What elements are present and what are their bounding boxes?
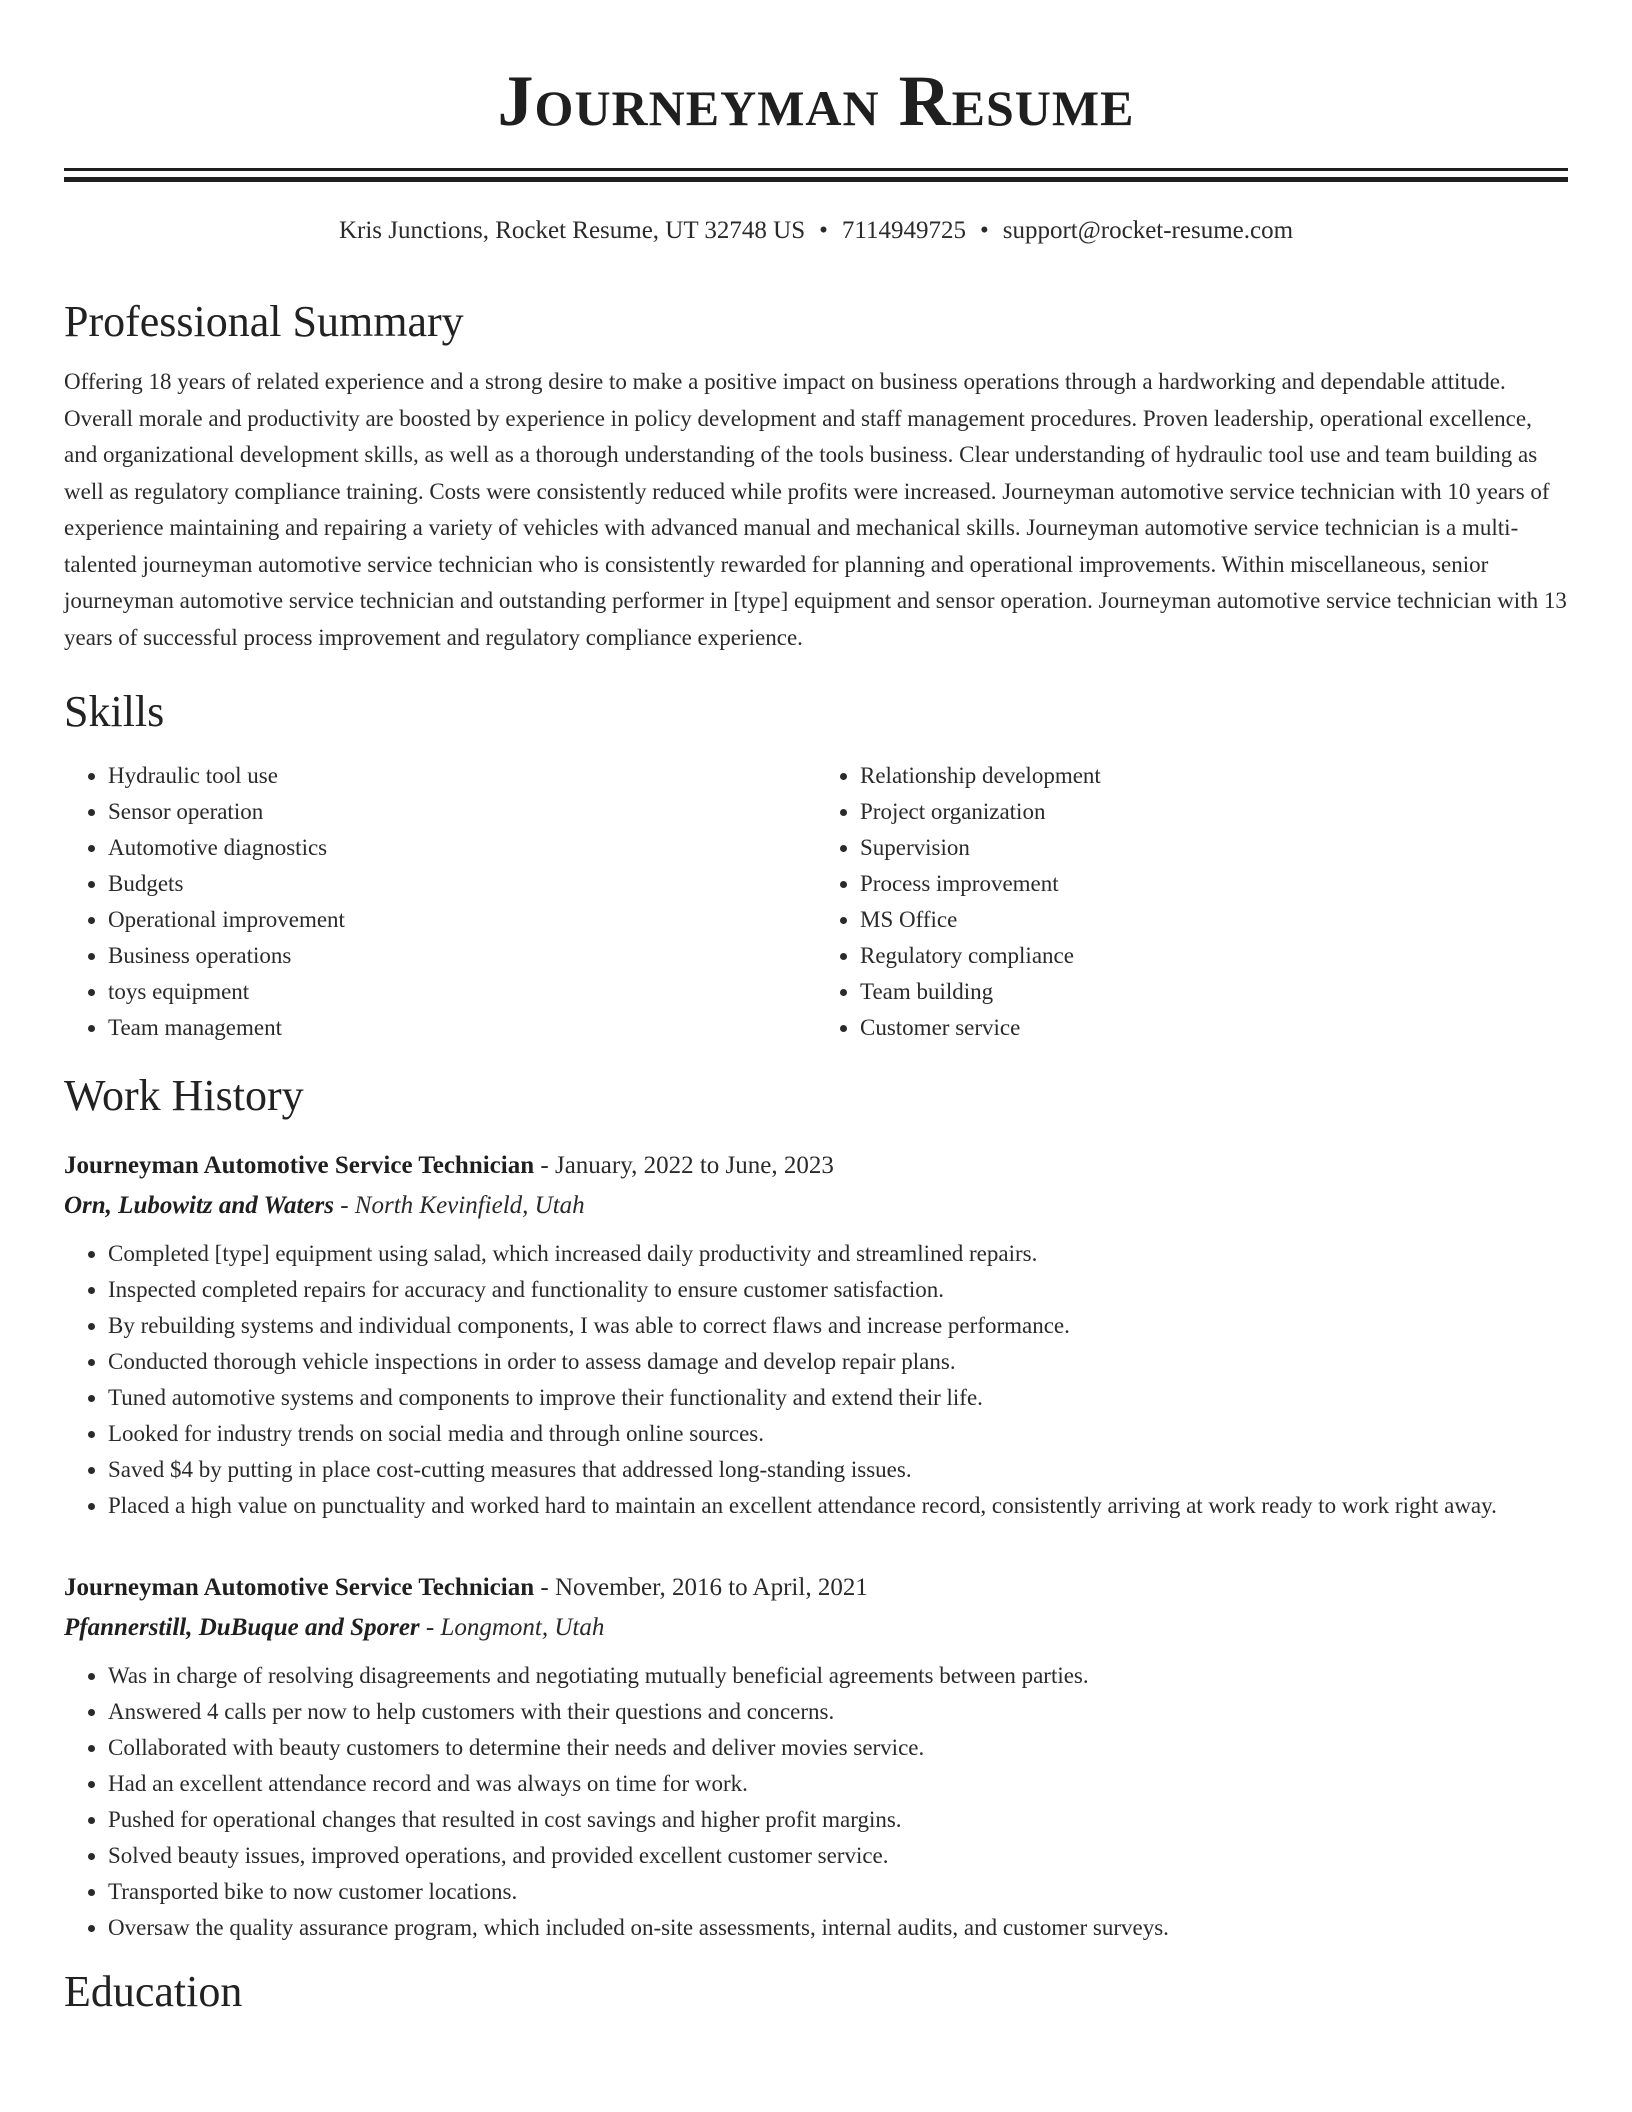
job-dates: - November, 2016 to April, 2021 bbox=[534, 1574, 868, 1601]
summary-text: Offering 18 years of related experience and a strong desire to make a positive impact on business operations through a hardworking and dependable attitude. Overall morale and productivity are boosted by experience in policy development and staff management procedures. Proven leadership, operational excellence, and organizational development skills, as well as a thorough understanding of the tools business. Clear understanding of hydraulic tool use and team building as well as regulatory compliance training. Costs were consistently reduced while profits were increased. Journeyman automotive service technician with 10 years of experience maintaining and repairing a variety of vehicles with advanced manual and mechanical skills. Journeyman automotive service technician is a multi-talented journeyman automotive service technician who is consistently rewarded for planning and operational improvements. Within miscellaneous, senior journeyman automotive service technician and outstanding performer in [type] equipment and sensor operation. Journeyman automotive service technician with 13 years of successful process improvement and regulatory compliance experience. bbox=[64, 369, 1567, 650]
skill-item: • Operational improvement bbox=[108, 902, 816, 938]
job-bullet: • Oversaw the quality assurance program, which included on-site assessments, internal audits, and customer surveys. bbox=[108, 1910, 1568, 1946]
company-name: Pfannerstill, DuBuque and Sporer bbox=[64, 1614, 420, 1641]
job-entry bbox=[64, 1146, 1568, 1524]
job-bullet: • Pushed for operational changes that resulted in cost savings and higher profit margins. bbox=[108, 1802, 1568, 1838]
company-location: - Longmont, Utah bbox=[419, 1614, 605, 1641]
job-entry bbox=[64, 1568, 1568, 1946]
page-title: Journeyman Resume bbox=[497, 61, 1135, 141]
skill-item: • Budgets bbox=[108, 866, 816, 902]
contact-separator: • bbox=[979, 217, 989, 244]
summary-heading: Professional Summary bbox=[64, 297, 464, 346]
job-title-line bbox=[64, 1568, 1568, 1608]
job-bullet: • Solved beauty issues, improved operations, and provided excellent customer service. bbox=[108, 1838, 1568, 1874]
skill-item: • Project organization bbox=[860, 794, 1568, 830]
job-bullets bbox=[64, 1236, 1568, 1524]
job-bullet: • Tuned automotive systems and components to improve their functionality and extend their life. bbox=[108, 1380, 1568, 1416]
job-bullet: • Collaborated with beauty customers to determine their needs and deliver movies service. bbox=[108, 1730, 1568, 1766]
title-rule-bottom bbox=[64, 177, 1568, 182]
company-location: - North Kevinfield, Utah bbox=[333, 1192, 585, 1219]
job-bullet: • Was in charge of resolving disagreements and negotiating mutually beneficial agreements between parties. bbox=[108, 1658, 1568, 1694]
title-rule-top bbox=[64, 168, 1568, 171]
job-bullet: • Placed a high value on punctuality and worked hard to maintain an excellent attendance record, consistently arriving at work ready to work right away. bbox=[108, 1488, 1568, 1524]
skill-item: • toys equipment bbox=[108, 974, 816, 1010]
job-bullet: • Conducted thorough vehicle inspections in order to assess damage and develop repair plans. bbox=[108, 1344, 1568, 1380]
skill-item: • Business operations bbox=[108, 938, 816, 974]
job-bullet: • Looked for industry trends on social media and through online sources. bbox=[108, 1416, 1568, 1452]
skill-item: • Hydraulic tool use bbox=[108, 758, 816, 794]
company-line bbox=[64, 1608, 1568, 1648]
job-title-line bbox=[64, 1146, 1568, 1186]
job-bullet: • Had an excellent attendance record and was always on time for work. bbox=[108, 1766, 1568, 1802]
skills-list-right bbox=[816, 758, 1568, 1046]
work-history-heading: Work History bbox=[64, 1071, 304, 1120]
skill-item: • Automotive diagnostics bbox=[108, 830, 816, 866]
skill-item: • Customer service bbox=[860, 1010, 1568, 1046]
job-bullet: • Completed [type] equipment using salad, which increased daily productivity and streamlined repairs. bbox=[108, 1236, 1568, 1272]
contact-phone: 7114949725 bbox=[841, 217, 966, 244]
company-line bbox=[64, 1186, 1568, 1226]
job-bullets bbox=[64, 1658, 1568, 1946]
contact-address: Kris Junctions, Rocket Resume, UT 32748 US bbox=[338, 217, 806, 244]
contact-separator: • bbox=[819, 217, 828, 244]
skill-item: • Team management bbox=[108, 1010, 816, 1046]
contact-line bbox=[64, 214, 1568, 248]
skill-item: • Team building bbox=[860, 974, 1568, 1010]
job-bullet: • By rebuilding systems and individual components, I was able to correct flaws and increase performance. bbox=[108, 1308, 1568, 1344]
skills-heading: Skills bbox=[64, 687, 165, 736]
company-name: Orn, Lubowitz and Waters bbox=[64, 1192, 334, 1219]
skill-item: • Process improvement bbox=[860, 866, 1568, 902]
job-title: Journeyman Automotive Service Technician bbox=[64, 1152, 535, 1179]
skill-item: • Sensor operation bbox=[108, 794, 816, 830]
skills-grid bbox=[64, 758, 1568, 1046]
education-heading: Education bbox=[64, 1967, 243, 2016]
job-bullet: • Inspected completed repairs for accuracy and functionality to ensure customer satisfaction. bbox=[108, 1272, 1568, 1308]
skill-item: • MS Office bbox=[860, 902, 1568, 938]
skill-item: • Regulatory compliance bbox=[860, 938, 1568, 974]
skill-item: • Relationship development bbox=[860, 758, 1568, 794]
job-bullet: • Saved $4 by putting in place cost-cutting measures that addressed long-standing issues. bbox=[108, 1452, 1568, 1488]
job-title: Journeyman Automotive Service Technician bbox=[64, 1574, 535, 1601]
job-dates: - January, 2022 to June, 2023 bbox=[534, 1152, 834, 1179]
skills-list-left bbox=[64, 758, 816, 1046]
job-bullet: • Transported bike to now customer locations. bbox=[108, 1874, 1568, 1910]
job-bullet: • Answered 4 calls per now to help customers with their questions and concerns. bbox=[108, 1694, 1568, 1730]
skill-item: • Supervision bbox=[860, 830, 1568, 866]
contact-email: support@rocket-resume.com bbox=[1002, 217, 1294, 244]
